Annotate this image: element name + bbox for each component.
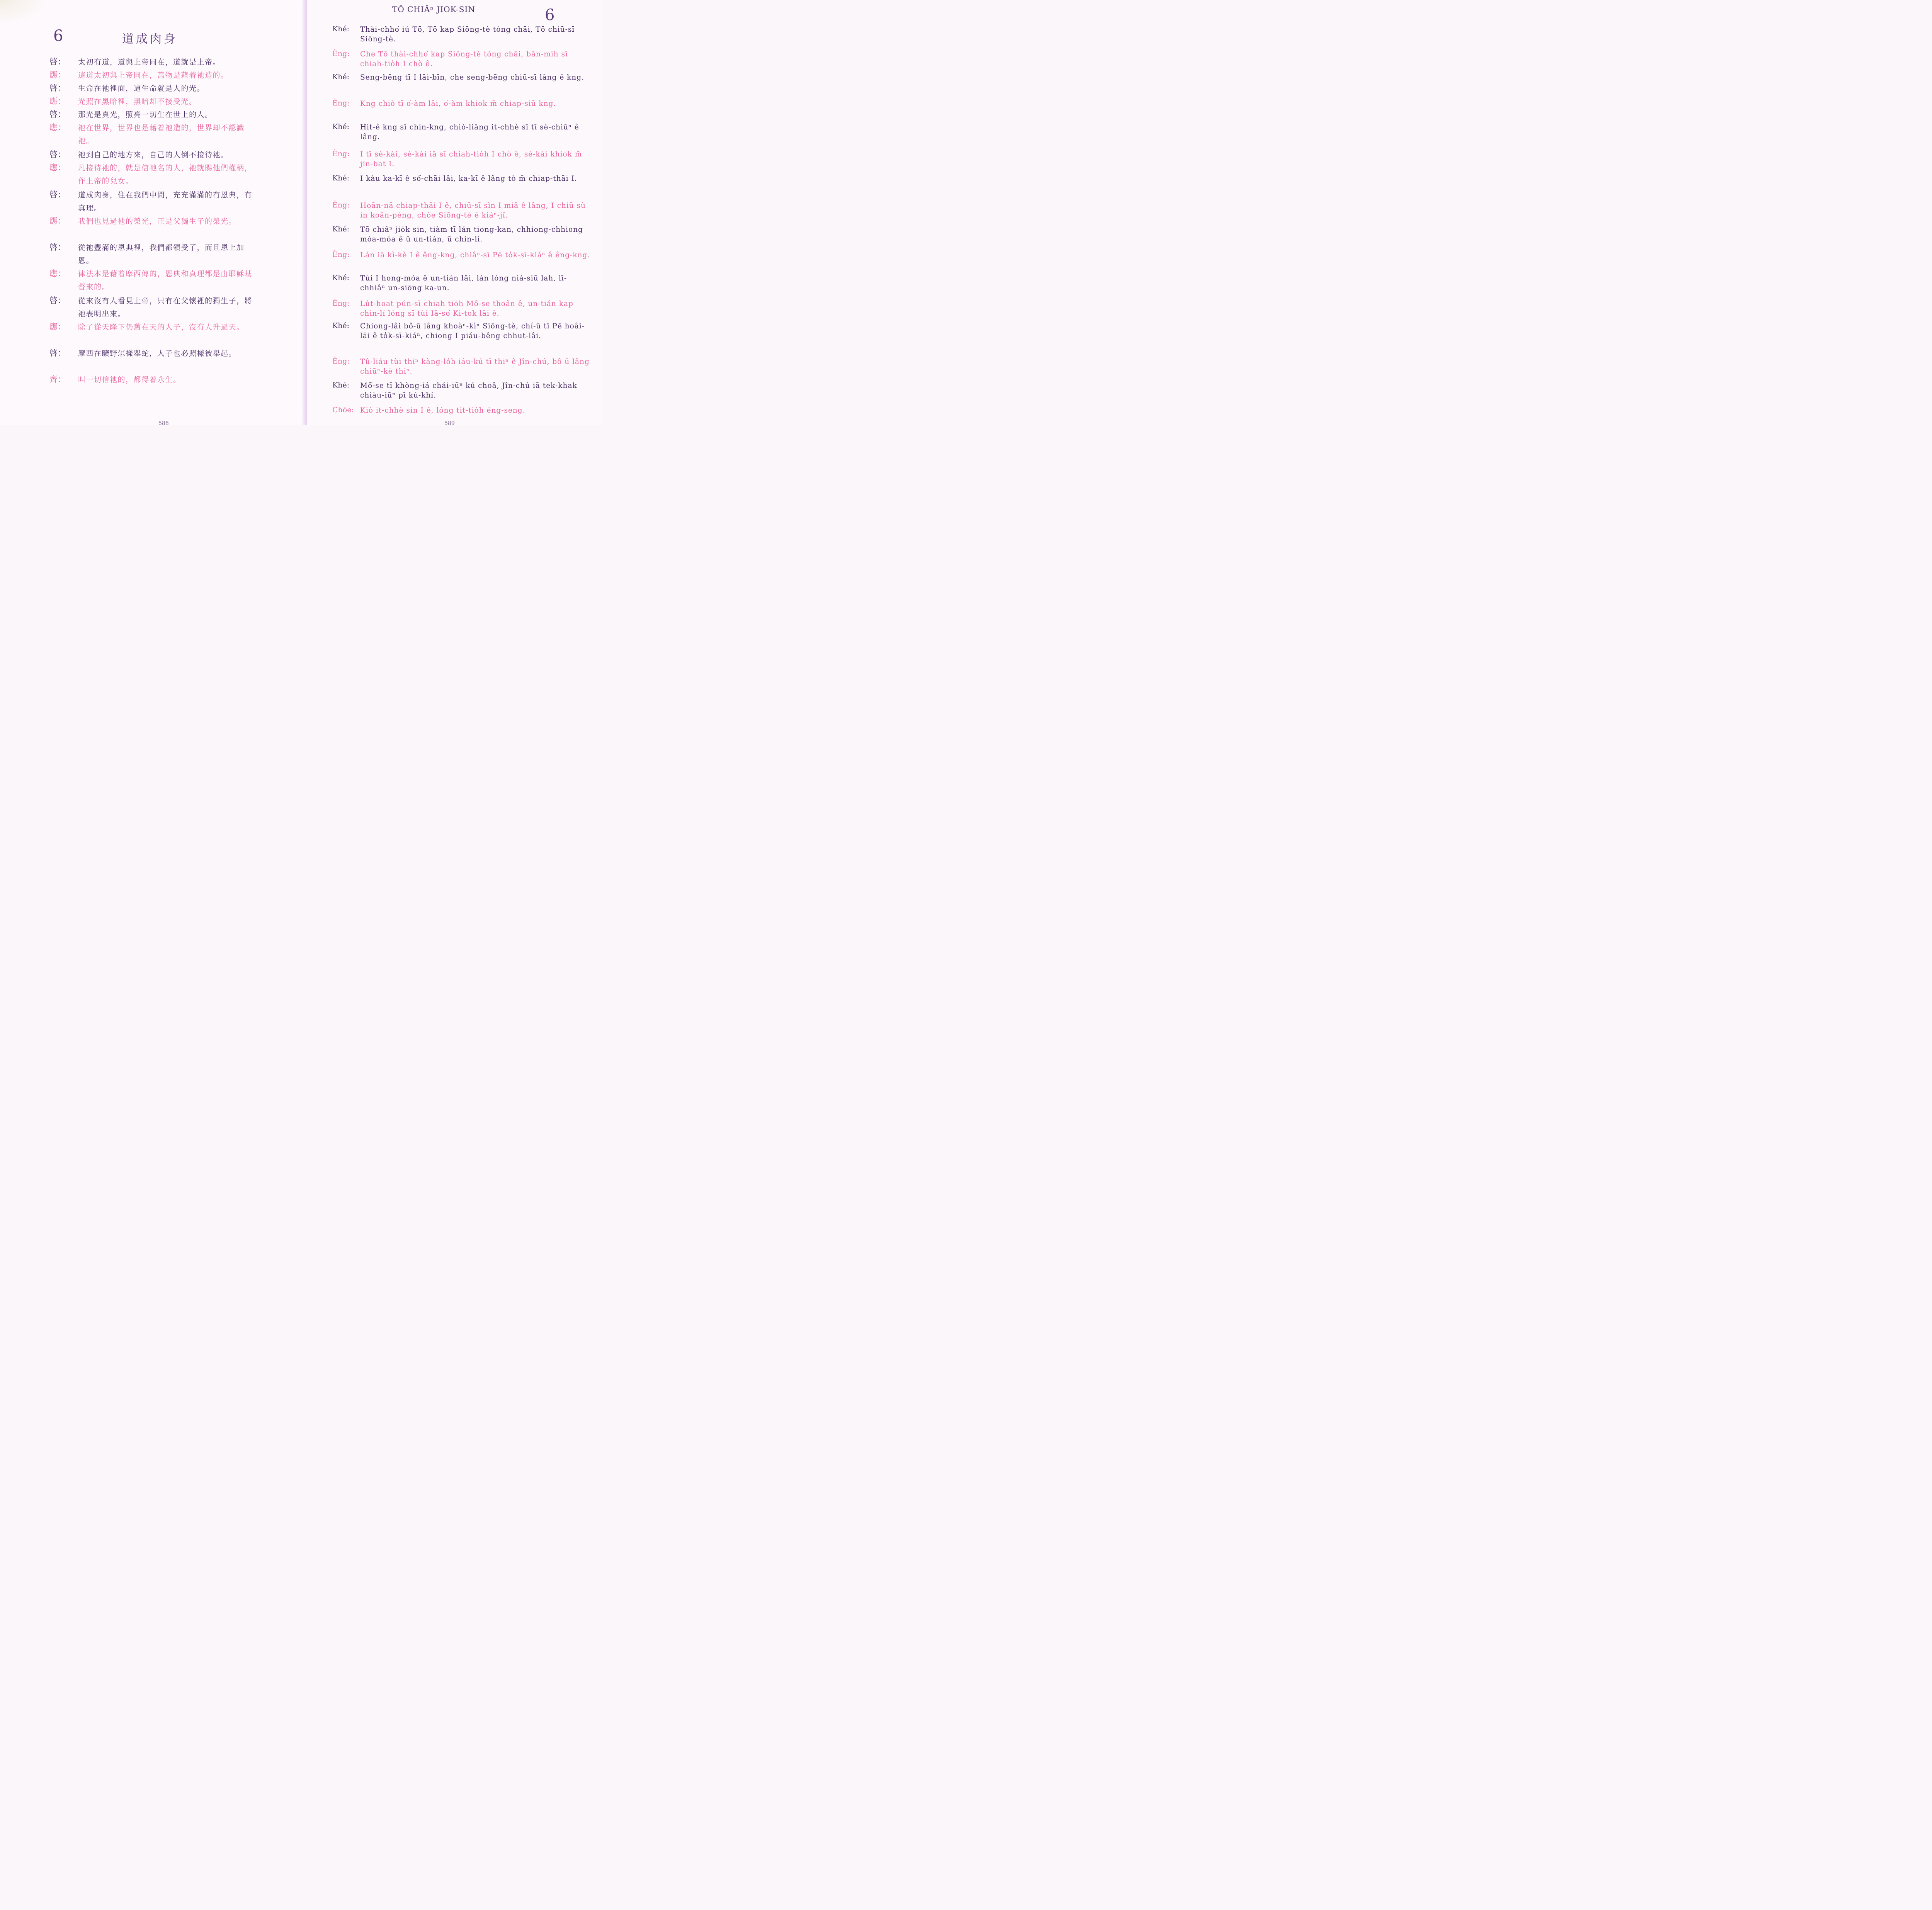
reading-text: 道成肉身，住在我們中間，充充滿滿的有恩典，有真理。 — [78, 191, 253, 212]
response-label: 應： — [49, 163, 66, 172]
response-label: 應： — [49, 216, 66, 226]
hymnal-spread — [0, 0, 603, 425]
response-label: Èng: — [332, 99, 350, 107]
leader-label: Khé: — [332, 274, 350, 282]
reading-text: 凡接待祂的，就是信祂名的人，祂就賜他們權柄，作上帝的兒女。 — [78, 164, 253, 185]
reading-text: Thài-chho͘ iú Tō, Tō kap Siōng-tè tóng chāi, Tō chiū-sī Siōng-tè. — [360, 25, 575, 43]
left-reading-number: 6 — [53, 27, 63, 45]
unison-label: 齊： — [49, 375, 66, 384]
reading-text: Lu̍t-hoat pún-sī chiah tio̍h Mô͘-se thoân ê, un-tián kap chin-lí lóng sī tùi Iâ-so͘ Ki-tok lâi ê. — [360, 300, 573, 318]
right-page — [307, 0, 603, 425]
leader-label: 啓： — [49, 150, 66, 159]
leader-label: 啓： — [49, 110, 66, 119]
reading-text: Tō chiâⁿ jio̍k sin, tiàm tī lán tiong-kan, chhiong-chhiong móa-móa ê ū un-tián, ū chin-lí. — [360, 226, 583, 243]
response-label: 應： — [49, 97, 66, 106]
reading-text: 我們也見過祂的榮光，正是父獨生子的榮光。 — [78, 217, 237, 226]
leader-label: Khé: — [332, 73, 350, 81]
reading-text: 那光是真光，照亮一切生在世上的人。 — [78, 110, 213, 119]
reading-text: 律法本是藉着摩西傳的，恩典和真理都是由耶穌基督來的。 — [78, 270, 253, 291]
response-label: Èng: — [332, 299, 350, 308]
reading-text: Lán iā kì-kè I ê êng-kng, chiâⁿ-sī Pē to̍k-sī-kiáⁿ ê êng-kng. — [360, 251, 590, 259]
reading-text: Kng chiò tī o͘-àm lāi, o͘-àm khiok m̄ chiap-siū kng. — [360, 100, 556, 108]
leader-label: Khé: — [332, 225, 350, 233]
reading-text: 太初有道，道與上帝同在，道就是上帝。 — [78, 58, 221, 66]
reading-text: Mô͘-se tī khòng-iá chái-iūⁿ kú choâ, Jîn-chú iā tek-khak chiàu-iūⁿ pī kú-khí. — [360, 382, 577, 399]
leader-label: Khé: — [332, 321, 350, 330]
left-reading-title: 道成肉身 — [122, 32, 178, 46]
reading-text: Tû-liáu tùi thiⁿ kàng-lo̍h iáu-kú tī thiⁿ ê Jîn-chú, bô ū lâng chiūⁿ-kè thiⁿ. — [360, 358, 590, 376]
leader-label: 啓： — [49, 348, 66, 358]
response-label: 應： — [49, 322, 66, 331]
leader-label: Khé: — [332, 381, 350, 389]
reading-text: Tùi I hong-móa ê un-tián lâi, lán lóng niá-siū lah, lī-chhiâⁿ un-siōng ka-un. — [360, 274, 567, 292]
reading-text: Chiong-lâi bô-ū lâng khoàⁿ-kìⁿ Siōng-tè, chí-ū tī Pē hoâi-lāi ê to̍k-sī-kiáⁿ, chiong I piáu-bêng chhut-lâi. — [360, 322, 585, 340]
leader-label: 啓： — [49, 190, 66, 199]
response-label: Èng: — [332, 201, 350, 209]
reading-text: 光照在黑暗裡，黑暗却不接受光。 — [78, 97, 197, 106]
leader-label: 啓： — [49, 57, 66, 66]
reading-text: 祂在世界，世界也是藉着祂造的，世界却不認識祂。 — [78, 124, 245, 145]
reading-text: 從祂豐滿的恩典裡，我們都領受了，而且恩上加恩。 — [78, 243, 245, 265]
reading-text: 摩西在曠野怎樣舉蛇，人子也必照樣被舉起。 — [78, 349, 237, 358]
reading-text: 除了從天降下仍舊在天的人子，沒有人升過天。 — [78, 323, 245, 331]
page-corner-stain — [0, 0, 46, 23]
reading-text: Kiò it-chhè sìn I ê, lóng tit-tio̍h éng-seng. — [360, 406, 526, 415]
response-label: 應： — [49, 123, 66, 132]
leader-label: 啓： — [49, 296, 66, 305]
reading-text: 從來沒有人看見上帝，只有在父懷裡的獨生子，將祂表明出來。 — [78, 297, 253, 318]
reading-text: Seng-bēng tī I lāi-bīn, che seng-bēng chiū-sī lâng ê kng. — [360, 73, 584, 82]
response-label: Èng: — [332, 357, 350, 365]
response-label: Èng: — [332, 150, 350, 158]
leader-label: 啓： — [49, 83, 66, 93]
reading-text: 這道太初與上帝同在，萬物是藉着祂造的。 — [78, 71, 229, 80]
right-page-folio: 589 — [444, 420, 455, 427]
leader-label: Khé: — [332, 174, 350, 182]
response-label: 應： — [49, 269, 66, 278]
response-label: Èng: — [332, 49, 350, 58]
response-label: Èng: — [332, 250, 350, 259]
reading-text: 叫一切信祂的，都得着永生。 — [78, 376, 181, 384]
reading-text: I kàu ka-kī ê só͘-chāi lâi, ka-kī ê lâng tò m̄ chiap-thāi I. — [360, 175, 577, 183]
right-running-header: TŌ CHIÂⁿ JIOK-SIN — [392, 5, 475, 14]
leader-label: 啓： — [49, 243, 66, 252]
left-page-folio: 588 — [158, 420, 169, 427]
reading-text: Hit-ê kng sī chin-kng, chiò-liāng it-chhè sī tī sè-chiūⁿ ê lâng. — [360, 123, 579, 141]
reading-text: 生命在祂裡面，這生命就是人的光。 — [78, 84, 205, 93]
left-page — [0, 0, 307, 425]
leader-label: Khé: — [332, 122, 350, 131]
response-label: 應： — [49, 70, 66, 80]
reading-text: 祂到自己的地方來，自己的人倒不接待祂。 — [78, 151, 229, 159]
reading-text: Che Tō thài-chho͘ kap Siōng-tè tóng chāi, bān-mih sī chiah-tio̍h I chò ê. — [360, 50, 568, 68]
right-reading-number: 6 — [545, 6, 555, 24]
leader-label: Khé: — [332, 25, 350, 33]
reading-text: I tī sè-kài, sè-kài iā sī chiah-tio̍h I chò ê, sè-kài khiok m̄ jīn-bat I. — [360, 150, 582, 168]
unison-label: Chōe: — [332, 406, 354, 414]
reading-text: Hoān-nā chiap-thāi I ê, chiū-sī sìn I miâ ê lâng, I chiū sù in koân-pèng, chòe Siōng-tè ê kiáⁿ-jî. — [360, 202, 586, 219]
